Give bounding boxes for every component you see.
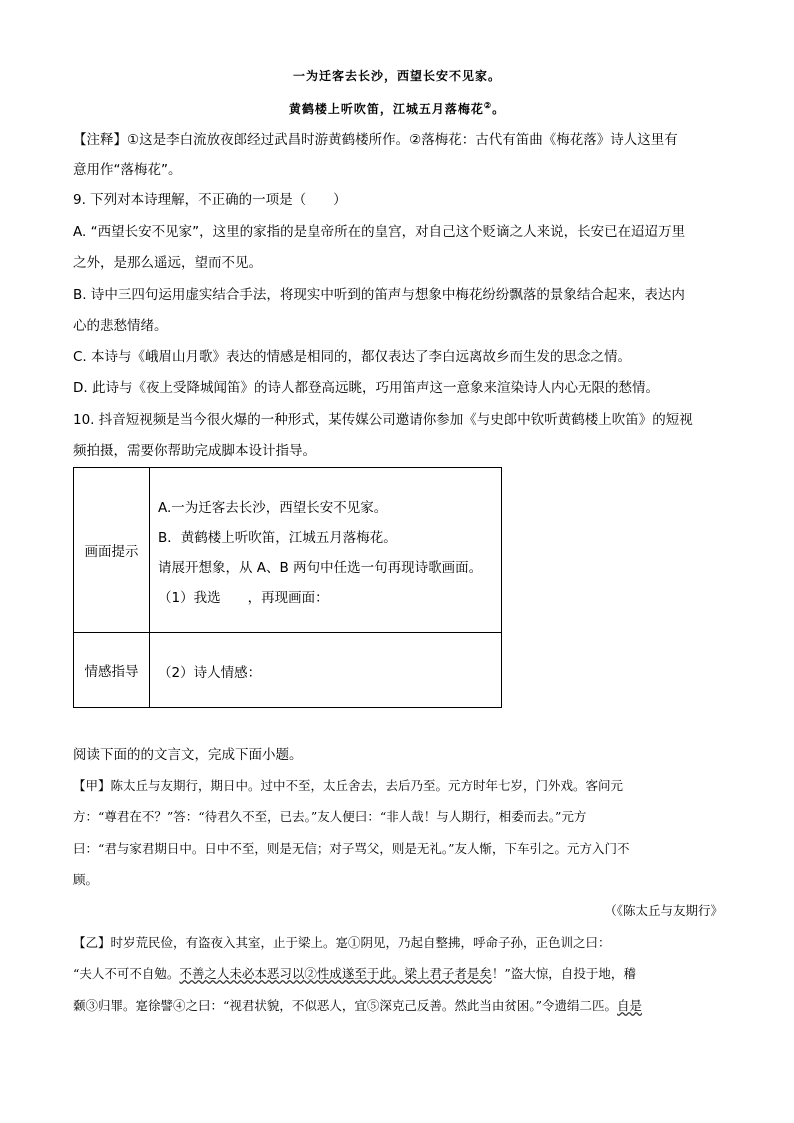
poem-line-2-end: 。: [492, 102, 506, 116]
scene-cell[interactable]: [150, 468, 502, 633]
question-10-stem-2: 频拍摄，需要你帮助完成脚本设计指导。: [73, 443, 316, 459]
scene-line-b: B．黄鹤楼上听吹笛，江城五月落梅花。: [158, 530, 397, 546]
jia-line-3: 曰：“君与家君期日中。日中不至，则是无信；对子骂父，则是无礼。”友人惭，下车引之。元方入门不: [73, 841, 630, 856]
table-head-emotion: 情感指导: [74, 633, 150, 708]
poem-line-2-text: 黄鹤楼上听吹笛，江城五月落梅花: [288, 102, 484, 116]
option-b-line-1: B. 诗中三四句运用虚实结合手法，将现实中听到的笛声与想象中梅花纷纷飘落的景象结合起来，表达内: [73, 287, 685, 303]
footnote-mark: ②: [483, 100, 493, 110]
option-b-line-2: 心的悲愁情绪。: [73, 318, 168, 334]
classical-intro: 阅读下面的的文言文，完成下面小题。: [73, 747, 303, 763]
yi-line-1: 【乙】时岁荒民俭，有盗夜入其室，止于梁上。寔①阴见，乃起自整拂，呼命子孙，正色训之曰：: [73, 935, 611, 950]
jia-source: （《陈太丘与友期行》: [604, 903, 723, 918]
scene-instruction: 请展开想象，从 A、B 两句中任选一句再现诗歌画面。: [158, 560, 483, 576]
emotion-answer-prompt: （2）诗人情感：: [158, 665, 262, 681]
jia-line-4: 顾。: [73, 872, 99, 887]
option-a-line-1: A. “西望长安不见家”，这里的家指的是皇帝所在的皇宫，对自己这个贬谪之人来说，长安已在迢迢万里: [73, 224, 686, 240]
table-row: [74, 633, 502, 708]
jia-line-2: 方：“尊君在不？”答：“待君久不至，已去。”友人便曰：“非人哉！与人期行，相委而去。”元方: [73, 809, 587, 824]
option-d: D. 此诗与《夜上受降城闻笛》的诗人都登高远眺，巧用笛声这一意象来渲染诗人内心无限的愁情。: [73, 380, 659, 396]
question-9-stem: 9. 下列对本诗理解，不正确的一项是（ ）: [73, 192, 347, 208]
table-row: [74, 468, 502, 633]
jia-line-1: 【甲】陈太丘与友期行，期日中。过中不至，太丘舍去，去后乃至。元方时年七岁，门外戏。客问元: [73, 778, 624, 793]
option-c: C. 本诗与《峨眉山月歌》表达的情感是相同的，都仅表达了李白远离故乡而生发的思念之情。: [73, 349, 632, 365]
yi-line-2: [73, 964, 723, 984]
option-a-line-2: 之外，是那么遥远，望而不见。: [73, 255, 262, 271]
script-table: [73, 467, 502, 708]
yi-line-3: [73, 996, 723, 1016]
table-head-scene: 画面提示: [74, 468, 150, 633]
yi-line-2-start: “夫人不可不自勉。: [73, 966, 180, 981]
yi-line-2-end: ！”盗大惊，自投于地，稽: [491, 966, 636, 981]
yi-line-3-text: 颡③归罪。寔徐譬④之曰：“视君状貌，不似恶人，宜⑤深克己反善。然此当由贫困。”令遗绢二匹。: [73, 998, 618, 1013]
yi-underlined-sentence: 不善之人未必本恶习以②性成遂至于此。梁上君子者是矣: [179, 966, 492, 981]
poem-line-1: 一为迁客去长沙，西望长安不见家。: [292, 69, 501, 83]
yi-underlined-end: 自是: [617, 998, 643, 1013]
annotation-line-2: 意用作“落梅花”。: [73, 162, 182, 178]
scene-answer-prompt: （1）我选 ，再现画面：: [158, 590, 329, 606]
emotion-cell[interactable]: [150, 633, 502, 708]
scene-line-a: A.一为迁客去长沙，西望长安不见家。: [158, 500, 388, 516]
poem-line-2: [0, 100, 794, 117]
annotation-line-1: 【注释】①这是李白流放夜郎经过武昌时游黄鹤楼所作。②落梅花：古代有笛曲《梅花落》诗人这里有: [73, 132, 678, 148]
question-10-stem-1: 10. 抖音短视频是当今很火爆的一种形式，某传媒公司邀请你参加《与史郎中钦听黄鹤楼上吹笛》的短视: [73, 412, 693, 428]
